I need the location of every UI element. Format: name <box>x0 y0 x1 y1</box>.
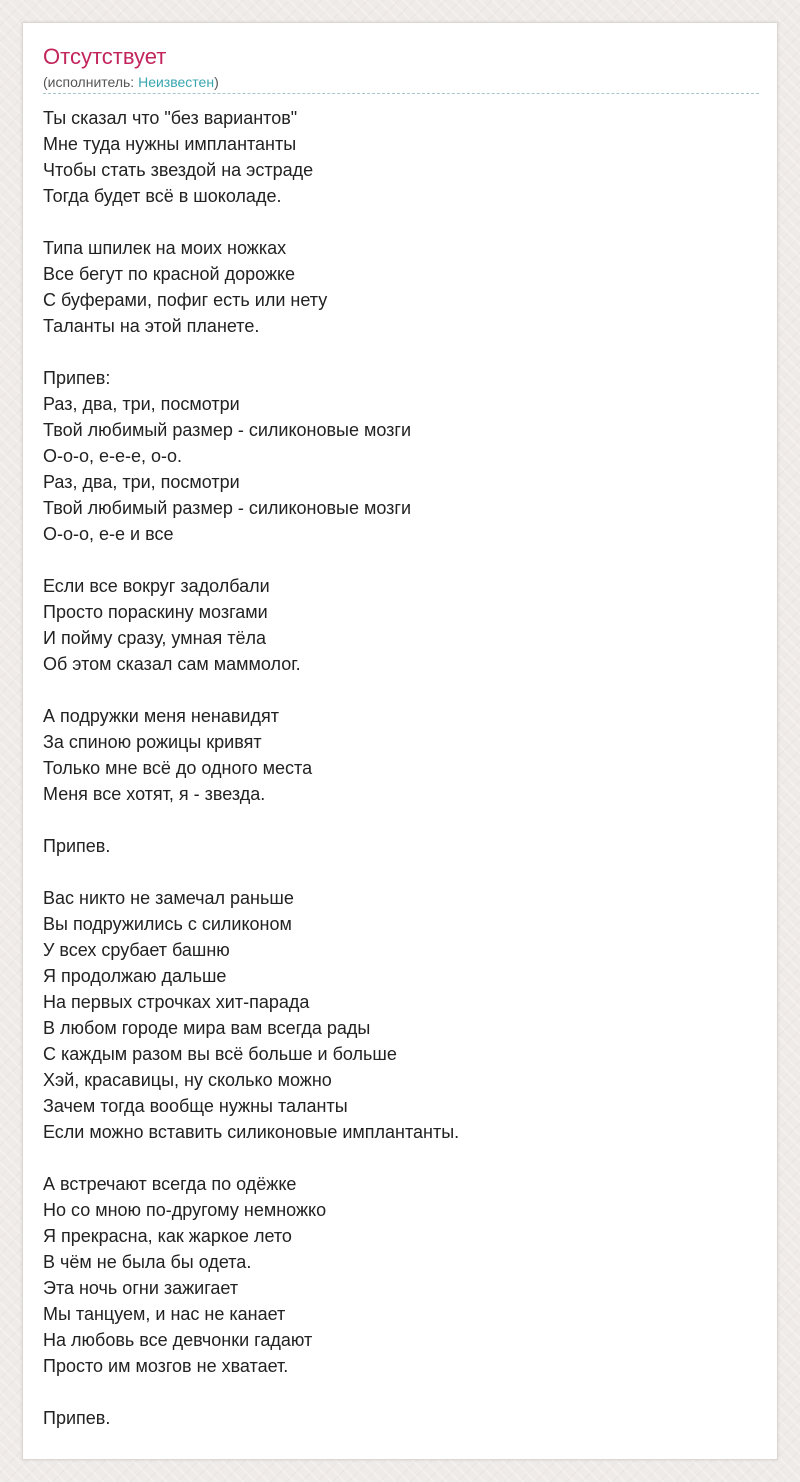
lyric-line: Все бегут по красной дорожке <box>43 264 296 284</box>
lyric-line: И пойму сразу, умная тёла <box>43 628 267 648</box>
lyric-line: О-о-о, е-е и все <box>43 524 174 544</box>
lyric-line: Я прекрасна, как жаркое лето <box>43 1226 292 1246</box>
lyric-line: Зачем тогда вообще нужны таланты <box>43 1096 348 1116</box>
lyric-line: Мне туда нужны имплантанты <box>43 134 297 154</box>
lyric-line: Твой любимый размер - силиконовые мозги <box>43 498 412 518</box>
lyric-line: Только мне всё до одного места <box>43 758 313 778</box>
lyric-line: С буферами, пофиг есть или нету <box>43 290 328 310</box>
lyric-line: Просто им мозгов не хватает. <box>43 1356 289 1376</box>
lyric-line <box>43 1145 759 1171</box>
lyric-line: Об этом сказал сам маммолог. <box>43 654 301 674</box>
lyric-line: Эта ночь огни зажигает <box>43 1278 239 1298</box>
lyric-line: На любовь все девчонки гадают <box>43 1330 313 1350</box>
artist-prefix: (исполнитель: <box>43 74 139 90</box>
lyric-line: В любом городе мира вам всегда рады <box>43 1018 371 1038</box>
lyric-line: Типа шпилек на моих ножках <box>43 238 287 258</box>
lyric-line: Припев: <box>43 368 111 388</box>
lyric-line: На первых строчках хит-парада <box>43 992 310 1012</box>
lyric-line: Тогда будет всё в шоколаде. <box>43 186 282 206</box>
lyric-line: Припев. <box>43 1408 111 1428</box>
lyric-line <box>43 807 759 833</box>
lyric-line: Твой любимый размер - силиконовые мозги <box>43 420 412 440</box>
lyric-line: Просто пораскину мозгами <box>43 602 268 622</box>
lyric-line: Таланты на этой планете. <box>43 316 260 336</box>
lyrics-text <box>43 105 759 1431</box>
artist-link[interactable]: Неизвестен <box>138 74 215 90</box>
lyric-line: Вас никто не замечал раньше <box>43 888 294 908</box>
lyric-line <box>43 677 759 703</box>
lyric-line: Мы танцуем, и нас не канает <box>43 1304 286 1324</box>
lyric-line: Я продолжаю дальше <box>43 966 227 986</box>
lyric-line: Чтобы стать звездой на эстраде <box>43 160 314 180</box>
artist-suffix: ) <box>214 74 219 90</box>
lyric-line: Если можно вставить силиконовые имплантанты. <box>43 1122 460 1142</box>
lyric-line: За спиною рожицы кривят <box>43 732 262 752</box>
lyric-line: В чём не была бы одета. <box>43 1252 252 1272</box>
lyric-line: А встречают всегда по одёжке <box>43 1174 297 1194</box>
lyric-line: Вы подружились с силиконом <box>43 914 292 934</box>
lyric-line <box>43 1379 759 1405</box>
lyric-line: Раз, два, три, посмотри <box>43 394 240 414</box>
lyric-line: С каждым разом вы всё больше и больше <box>43 1044 397 1064</box>
lyric-line: Раз, два, три, посмотри <box>43 472 240 492</box>
lyric-line: Хэй, красавицы, ну сколько можно <box>43 1070 332 1090</box>
song-title: Отсутствует <box>43 44 167 69</box>
lyric-line: Но со мною по-другому немножко <box>43 1200 327 1220</box>
lyric-line <box>43 339 759 365</box>
lyric-line <box>43 859 759 885</box>
lyric-line: А подружки меня ненавидят <box>43 706 279 726</box>
lyric-line: Если все вокруг задолбали <box>43 576 270 596</box>
lyric-line <box>43 547 759 573</box>
lyric-line: О-о-о, е-е-е, о-о. <box>43 446 183 466</box>
lyric-line <box>43 209 759 235</box>
lyric-line: У всех срубает башню <box>43 940 230 960</box>
lyrics-card <box>22 22 778 1460</box>
lyric-line: Меня все хотят, я - звезда. <box>43 784 266 804</box>
artist-line <box>43 73 759 94</box>
lyric-line: Ты сказал что "без вариантов" <box>43 108 298 128</box>
lyric-line: Припев. <box>43 836 111 856</box>
